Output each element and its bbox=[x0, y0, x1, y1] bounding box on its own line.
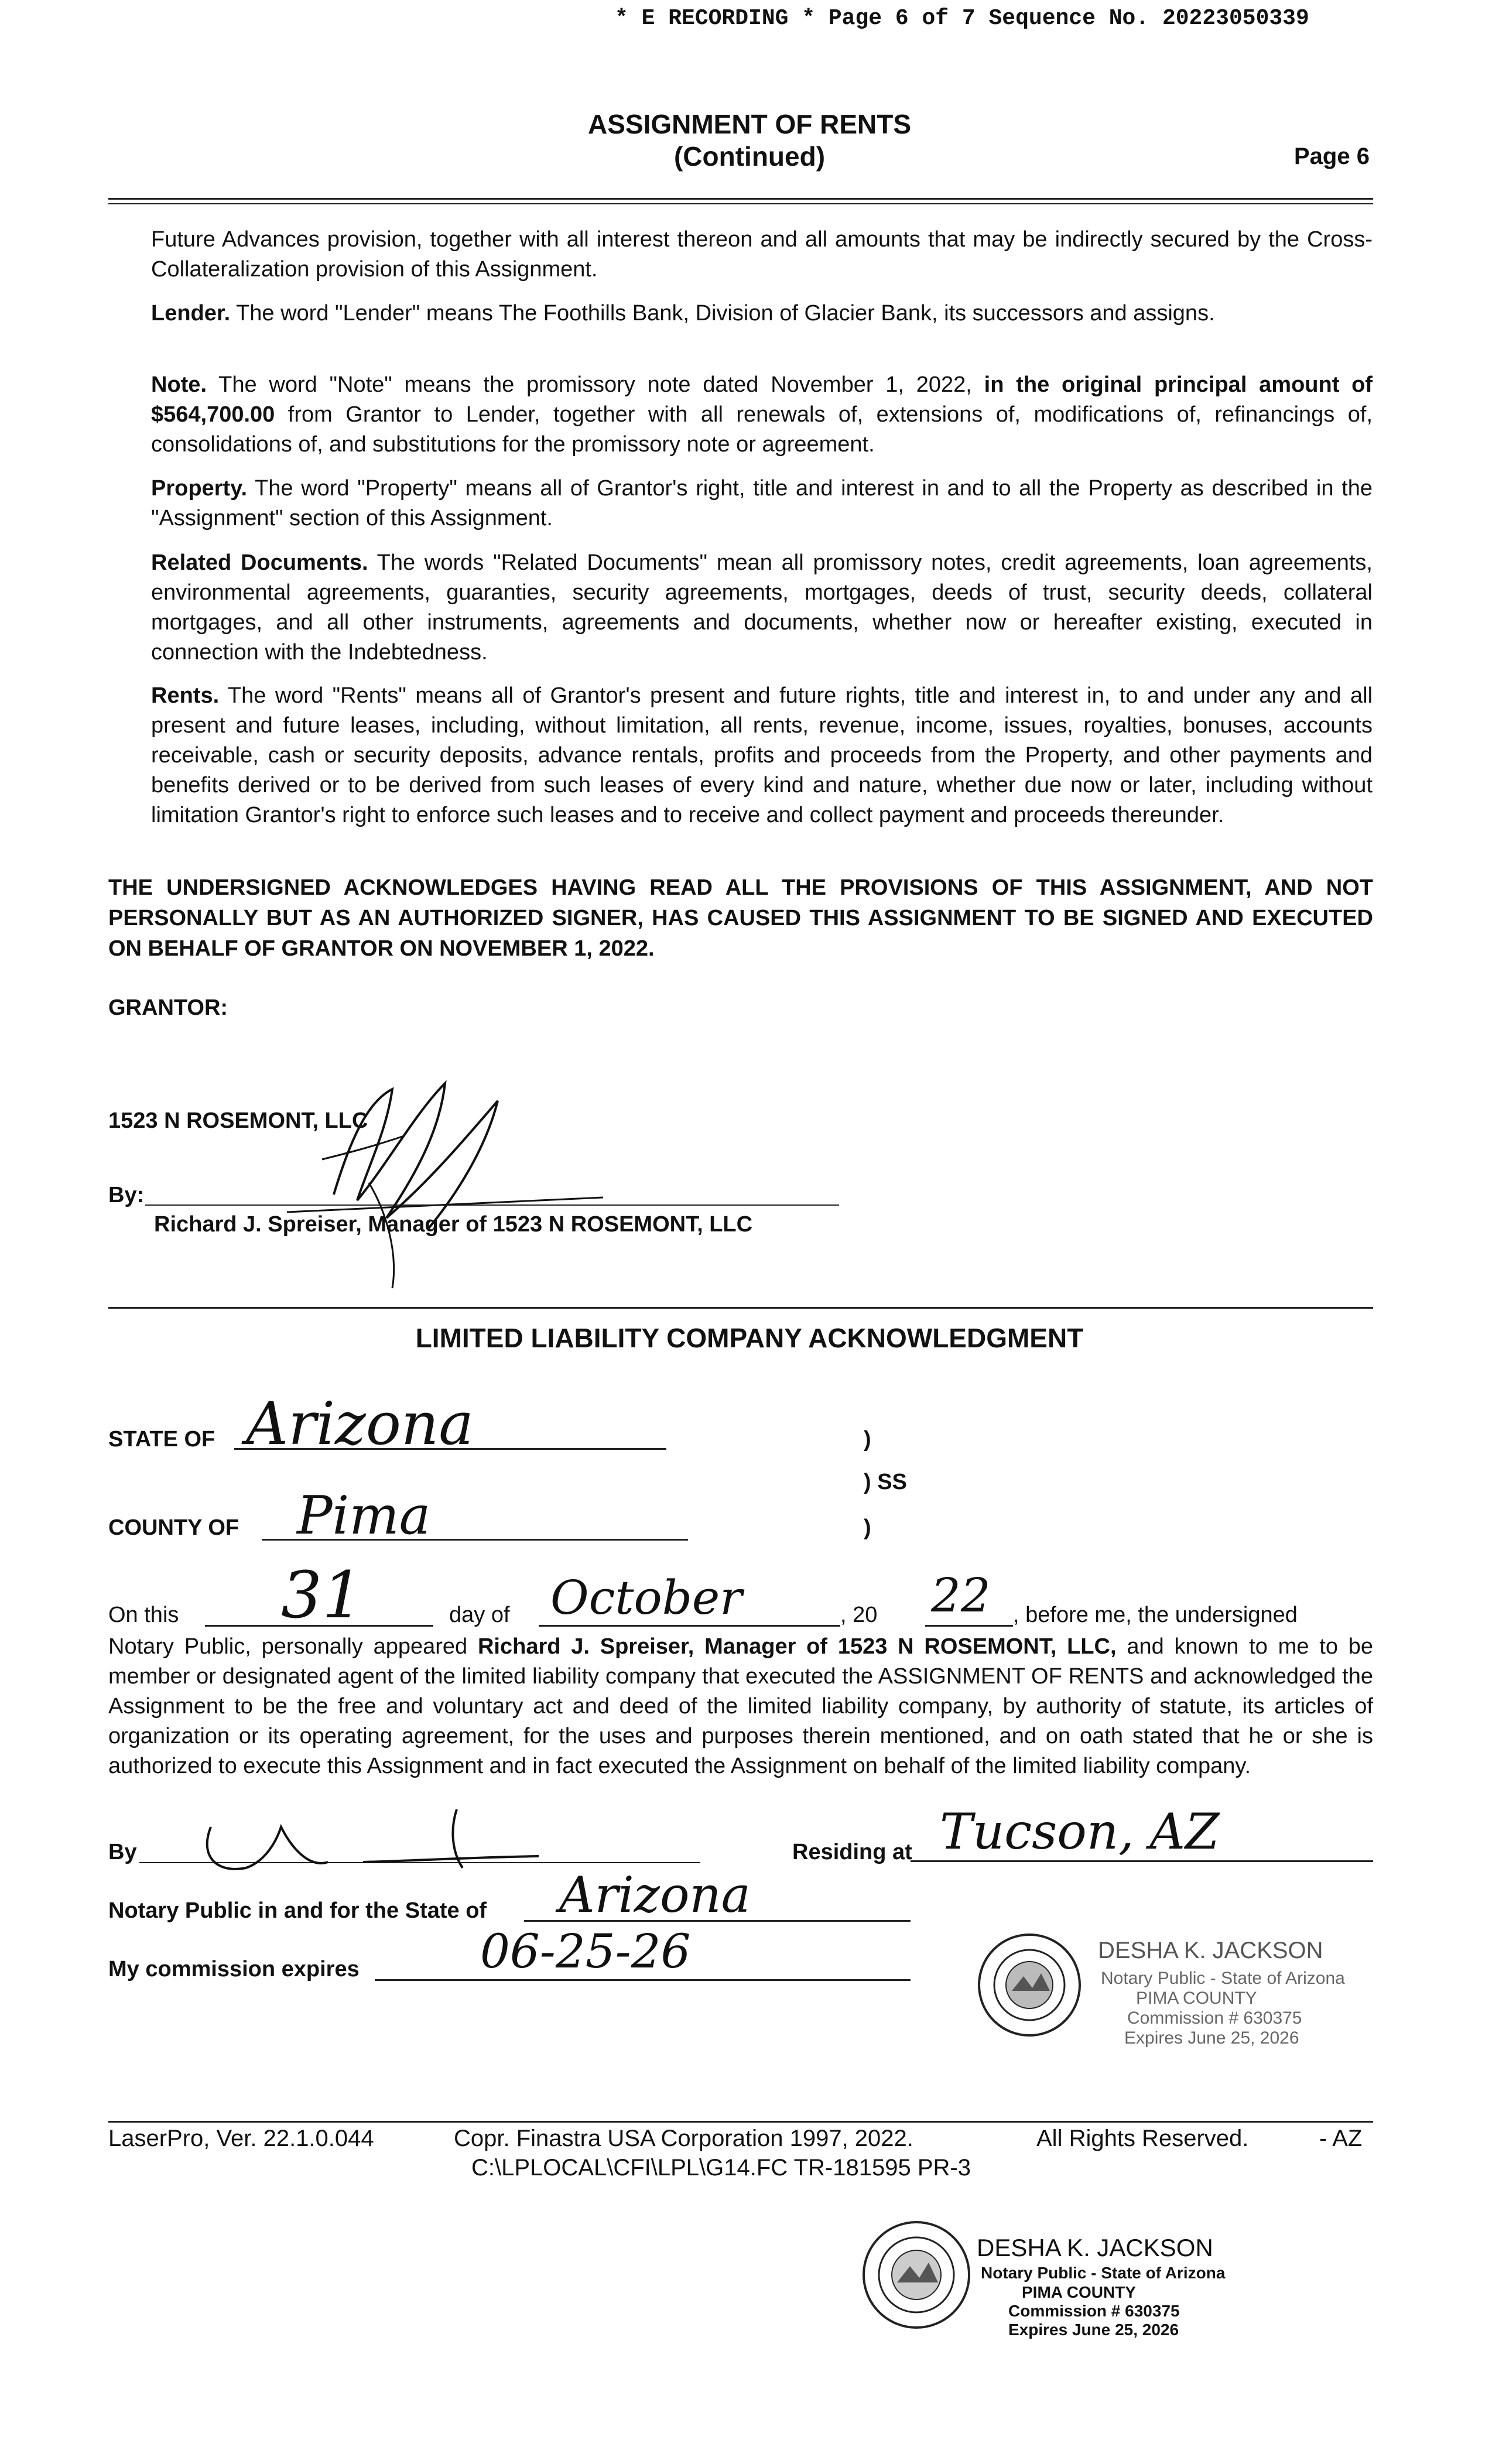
future-advances-paragraph: Future Advances provision, together with all interest thereon and all amounts that may be indirectly secured by the Cross-Collateralization provision of this Assignment. bbox=[151, 227, 1373, 282]
page-label: Page 6 bbox=[1294, 143, 1370, 169]
county-handwritten-value: Pima bbox=[297, 1485, 431, 1546]
residing-handwritten-value: Tucson, AZ bbox=[940, 1803, 1220, 1860]
footer-state: - AZ bbox=[1319, 2126, 1363, 2151]
commission-field bbox=[375, 1924, 911, 1981]
acknowledgment-statement: THE UNDERSIGNED ACKNOWLEDGES HAVING READ ALL THE PROVISIONS OF THIS ASSIGNMENT, AND NOT PERSONALLY BUT AS AN AUTHORIZED SIGNER, HAS CAUSED THIS ASSIGNMENT TO BE SIGNED AND EXECUTED ON BEHALF OF GRANTOR ON NOVEMBER 1, 2022. bbox=[108, 875, 1373, 961]
llc-ack-title: LIMITED LIABILITY COMPANY ACKNOWLEDGMENT bbox=[415, 1323, 1084, 1353]
arizona-seal-icon bbox=[977, 1932, 1082, 2038]
ss-label: ) SS bbox=[864, 1470, 907, 1494]
footer-rights: All Rights Reserved. bbox=[1036, 2126, 1249, 2151]
state-paren: ) bbox=[864, 1427, 871, 1452]
state-handwritten-value: Arizona bbox=[246, 1390, 474, 1458]
notary-by-label: By bbox=[108, 1840, 137, 1864]
footer-copyright: Copr. Finastra USA Corporation 1997, 2022. bbox=[454, 2126, 913, 2151]
ack-body-b: and known to me to be member or designated agent of the limited liability company that executed the ASSIGNMENT OF RENTS and acknowledged the Assignment to be the free and voluntary act and deed of the limited liability company, by authority of statute, its articles of organization or its operating agreement, for the uses and purposes therein mentioned, and on oath stated that he or she is authorized to execute this Assignment and in fact executed the Assignment on behalf of the limited liability company. bbox=[108, 1634, 1374, 1778]
seal2-line1: Notary Public - State of Arizona bbox=[981, 2264, 1226, 2282]
property-definition bbox=[151, 474, 1373, 533]
residing-field bbox=[911, 1803, 1373, 1862]
related-documents-term: Related Documents. bbox=[151, 550, 368, 575]
property-text: The word "Property" means all of Grantor's right, title and interest in and to all the Property as described in the "Assignment" section of this Assignment. bbox=[151, 476, 1373, 531]
header-divider bbox=[108, 198, 1373, 204]
rents-term: Rents. bbox=[151, 683, 220, 708]
footer-divider bbox=[108, 2121, 1373, 2123]
ack-body-a: Notary Public, personally appeared bbox=[108, 1634, 468, 1659]
recording-line: * E RECORDING * Page 6 of 7 Sequence No. 20223050339 bbox=[615, 6, 1309, 31]
year-field bbox=[925, 1568, 1013, 1627]
note-amount: in the original principal amount of $564,700.00 bbox=[151, 372, 1373, 427]
seal-line1: Notary Public - State of Arizona bbox=[1101, 1969, 1345, 1988]
seal-line4: Expires June 25, 2026 bbox=[1124, 2028, 1299, 2048]
commission-handwritten-value: 06-25-26 bbox=[480, 1924, 691, 1979]
county-paren: ) bbox=[864, 1515, 871, 1540]
before-me-text: , before me, the undersigned bbox=[1013, 1603, 1298, 1627]
grantor-entity: 1523 N ROSEMONT, LLC bbox=[108, 1108, 368, 1133]
state-label: STATE OF bbox=[108, 1427, 215, 1452]
seal2-line3: Commission # 630375 bbox=[1008, 2302, 1180, 2320]
seal2-name: DESHA K. JACKSON bbox=[977, 2234, 1213, 2261]
footer-version: LaserPro, Ver. 22.1.0.044 bbox=[108, 2126, 374, 2151]
seal-line2: PIMA COUNTY bbox=[1136, 1989, 1257, 2008]
seal2-line2: PIMA COUNTY bbox=[1022, 2283, 1136, 2301]
state-field bbox=[234, 1390, 666, 1458]
commission-label: My commission expires bbox=[108, 1957, 360, 1982]
lender-term: Lender. bbox=[151, 301, 231, 326]
lender-definition bbox=[151, 299, 1373, 328]
related-documents-text: The words "Related Documents" mean all promissory notes, credit agreements, loan agreements, environmental agreements, guaranties, security agreements, mortgages, deeds of trust, security deeds, collateral mortgages, and all other instruments, agreements and documents, whether now or hereafter existing, executed in connection with the Indebtedness. bbox=[151, 550, 1373, 665]
ack-body bbox=[108, 1632, 1373, 1781]
seal-name: DESHA K. JACKSON bbox=[1098, 1938, 1323, 1963]
seal2-line4: Expires June 25, 2026 bbox=[1008, 2321, 1179, 2339]
year-handwritten-value: 22 bbox=[931, 1568, 991, 1623]
grantor-signer: Richard J. Spreiser, Manager of 1523 N ROSEMONT, LLC bbox=[154, 1212, 753, 1237]
notary-state-label: Notary Public in and for the State of bbox=[108, 1898, 487, 1923]
note-text-b: from Grantor to Lender, together with all renewals of, extensions of, modifications of, refinancings of, consolidations of, and substitutions for the promissory note or agreement. bbox=[151, 402, 1373, 457]
note-term: Note. bbox=[151, 372, 207, 397]
county-label: COUNTY OF bbox=[108, 1515, 239, 1540]
day-handwritten-value: 31 bbox=[281, 1558, 363, 1633]
month-handwritten-value: October bbox=[550, 1570, 742, 1625]
seal-line3: Commission # 630375 bbox=[1127, 2008, 1302, 2028]
rents-definition bbox=[151, 681, 1373, 830]
county-field bbox=[262, 1485, 688, 1546]
lender-text: The word "Lender" means The Foothills Bank, Division of Glacier Bank, its successors and assigns. bbox=[236, 301, 1215, 326]
related-documents-definition bbox=[151, 548, 1373, 668]
document-subtitle: (Continued) bbox=[673, 141, 826, 172]
property-term: Property. bbox=[151, 476, 248, 501]
day-field bbox=[205, 1558, 433, 1633]
grantor-label: GRANTOR: bbox=[108, 995, 228, 1020]
note-definition bbox=[151, 370, 1373, 460]
ack-body-bold: Richard J. Spreiser, Manager of 1523 N ROSEMONT, LLC, bbox=[477, 1634, 1117, 1659]
grantor-by-label: By: bbox=[108, 1183, 145, 1207]
day-of-label: day of bbox=[449, 1603, 510, 1627]
note-text-a: The word "Note" means the promissory note dated November 1, 2022, bbox=[218, 372, 972, 397]
year-prefix: , 20 bbox=[840, 1603, 878, 1627]
notary-signature bbox=[176, 1792, 621, 1880]
arizona-seal-bottom-icon bbox=[861, 2219, 972, 2330]
on-this-label: On this bbox=[108, 1603, 179, 1627]
residing-label: Residing at bbox=[792, 1840, 912, 1864]
ack-divider bbox=[108, 1307, 1373, 1309]
footer-path: C:\LPLOCAL\CFI\LPL\G14.FC TR-181595 PR-3 bbox=[471, 2155, 971, 2181]
month-field bbox=[539, 1570, 840, 1627]
notary-state-handwritten-value: Arizona bbox=[559, 1866, 751, 1924]
rents-text: The word "Rents" means all of Grantor's present and future rights, title and interest in, to and under any and all present and future leases, including, without limitation, all rents, revenue, income, issues, royalties, bonuses, accounts receivable, cash or security deposits, advance rentals, profits and proceeds from the Property, and other payments and benefits derived or to be derived from such leases of every kind and nature, whether due now or later, including without limitation Grantor's right to enforce such leases and to receive and collect payment and proceeds thereunder. bbox=[151, 683, 1373, 827]
grantor-signature bbox=[252, 1066, 627, 1300]
notary-state-field bbox=[524, 1866, 911, 1924]
document-title: ASSIGNMENT OF RENTS bbox=[587, 109, 912, 139]
